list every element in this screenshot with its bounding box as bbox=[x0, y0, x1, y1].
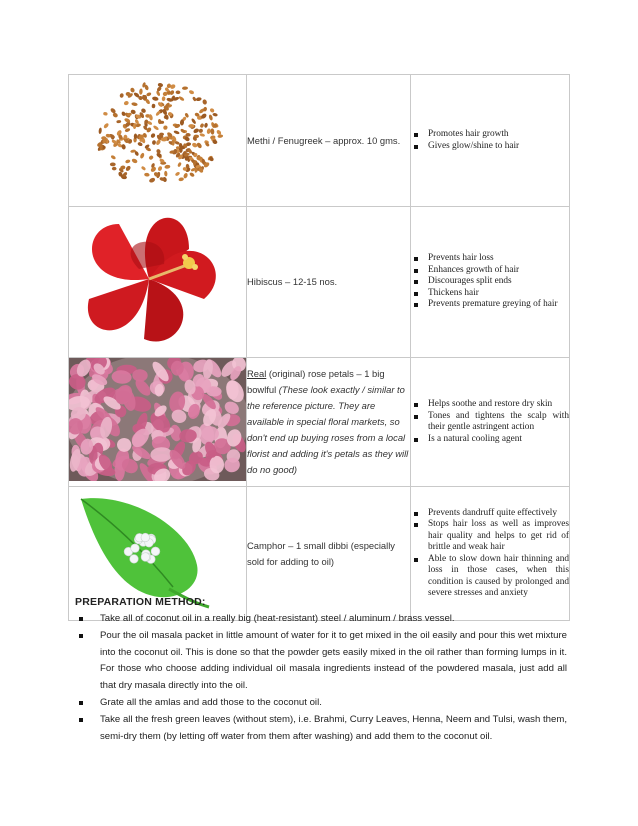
benefits-list bbox=[411, 253, 569, 311]
step-item: Take all the fresh green leaves (without stem), i.e. Brahmi, Curry Leaves, Henna, Neem and Tulsi, wash them, semi-dry them (by letting off water from them after washing) and add them to the coconut oil. bbox=[75, 712, 567, 746]
benefit-item: Prevents hair loss bbox=[411, 253, 569, 265]
benefits-list bbox=[411, 399, 569, 445]
benefit-item: Discourages split ends bbox=[411, 276, 569, 288]
ingredient-note: (These look exactly / similar to the reference picture. They are available in special floral markets, so don't end up buying roses from a local florist and adding it's petals as they will do no good) bbox=[247, 384, 409, 475]
table-row bbox=[69, 358, 570, 487]
ingredient-name bbox=[247, 207, 411, 358]
ingredient-name bbox=[247, 487, 411, 621]
ingredient-name bbox=[247, 358, 411, 487]
benefit-item: Enhances growth of hair bbox=[411, 265, 569, 277]
benefit-item: Able to slow down hair thinning and loss in those cases, when this condition is caused by prolonged and severe stresses and anxiety bbox=[411, 554, 569, 600]
step-item: Pour the oil masala packet in little amount of water for it to get mixed in the oil easily and pour this wet mixture into the coconut oil. This is done so that the powder gets easily mixed in the oil rather than forming lumps in it. For those who choose adding individual oil masala ingredients instead of the powdered masala, just add all that dry masala directly into the oil. bbox=[75, 628, 567, 695]
benefits-cell bbox=[411, 207, 570, 358]
benefit-item: Prevents premature greying of hair bbox=[411, 299, 569, 311]
ingredient-name-emphasis: Real bbox=[247, 368, 267, 379]
benefits-list bbox=[411, 129, 569, 152]
step-item: Take all of coconut oil in a really big (heat-resistant) steel / aluminum / brass vessel. bbox=[75, 611, 567, 628]
ingredient-name-text: Hibiscus – 12-15 nos. bbox=[247, 276, 338, 287]
benefits-list bbox=[411, 508, 569, 600]
benefit-item: Stops hair loss as well as improves hair quality and helps to get rid of brittle and weak hair bbox=[411, 519, 569, 554]
benefit-item: Helps soothe and restore dry skin bbox=[411, 399, 569, 411]
benefits-cell bbox=[411, 75, 570, 207]
benefit-item: Is a natural cooling agent bbox=[411, 434, 569, 446]
ingredient-name bbox=[247, 75, 411, 207]
step-item: Grate all the amlas and add those to the coconut oil. bbox=[75, 695, 567, 712]
benefit-item: Thickens hair bbox=[411, 288, 569, 300]
benefit-item: Promotes hair growth bbox=[411, 129, 569, 141]
image-cell bbox=[69, 358, 247, 487]
image-cell bbox=[69, 207, 247, 358]
ingredients-table bbox=[68, 74, 570, 621]
benefit-item: Gives glow/shine to hair bbox=[411, 141, 569, 153]
fenugreek-seeds-image bbox=[69, 75, 246, 201]
rose-petals-image bbox=[69, 358, 246, 481]
preparation-steps bbox=[75, 611, 567, 745]
ingredient-name-text: Camphor – 1 small dibbi (especially sold for adding to oil) bbox=[247, 539, 395, 567]
table-row bbox=[69, 75, 570, 207]
benefits-cell bbox=[411, 487, 570, 621]
image-cell bbox=[69, 75, 247, 207]
benefit-item: Tones and tightens the scalp with their gentle astringent action bbox=[411, 411, 569, 434]
benefits-cell bbox=[411, 358, 570, 487]
hibiscus-flower-image bbox=[69, 207, 246, 352]
ingredient-name-text: Methi / Fenugreek – approx. 10 gms. bbox=[247, 134, 401, 146]
section-heading: PREPARATION METHOD: bbox=[75, 596, 206, 608]
benefit-item: Prevents dandruff quite effectively bbox=[411, 508, 569, 520]
table-row bbox=[69, 207, 570, 358]
ingredient-name-text: (original) rose petals – 1 big bowlful bbox=[247, 368, 385, 395]
